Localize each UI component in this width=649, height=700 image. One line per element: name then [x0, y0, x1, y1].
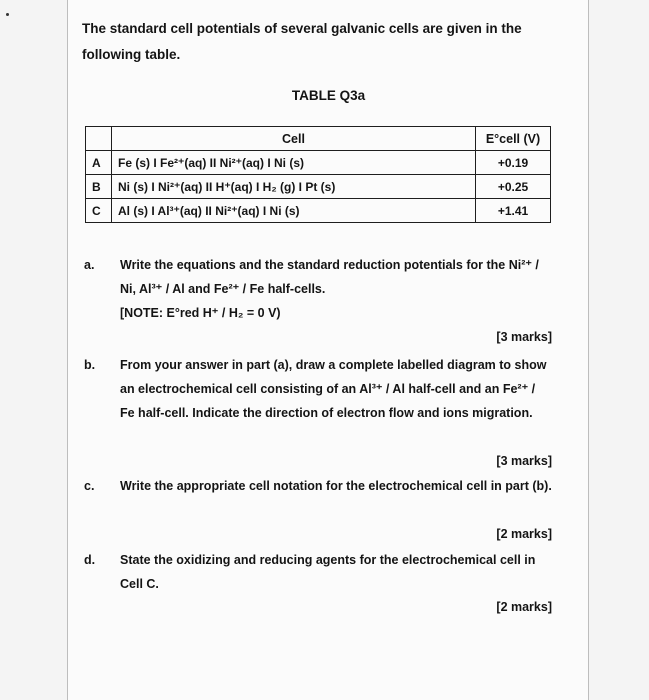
scan-speck	[6, 13, 9, 16]
question-b	[82, 353, 552, 425]
table-title: TABLE Q3a	[291, 88, 366, 103]
question-letter: a.	[84, 258, 95, 272]
row-label: A	[86, 151, 112, 175]
question-a	[82, 253, 552, 325]
question-d	[82, 548, 552, 596]
row-value: +0.25	[476, 175, 551, 199]
row-value: +0.19	[476, 151, 551, 175]
table-row	[86, 199, 551, 223]
row-cell: Ni (s) I Ni²⁺(aq) II H⁺(aq) I H₂ (g) I Pt (s)	[112, 175, 476, 199]
row-label: C	[86, 199, 112, 223]
question-note: [NOTE: E°red H⁺ / H₂ = 0 V)	[120, 306, 281, 320]
marks-d: [2 marks]	[496, 600, 552, 614]
question-letter: d.	[84, 553, 96, 567]
header-potential: E°cell (V)	[476, 127, 551, 151]
table-header-row	[86, 127, 551, 151]
table-row	[86, 151, 551, 175]
row-label: B	[86, 175, 112, 199]
marks-c: [2 marks]	[496, 527, 552, 541]
question-text: Write the appropriate cell notation for the electrochemical cell in part (b).	[120, 479, 552, 493]
row-cell: Fe (s) I Fe²⁺(aq) II Ni²⁺(aq) I Ni (s)	[112, 151, 476, 175]
row-value: +1.41	[476, 199, 551, 223]
question-text: State the oxidizing and reducing agents for the electrochemical cell in Cell C.	[120, 553, 536, 591]
question-letter: b.	[84, 358, 96, 372]
marks-a: [3 marks]	[496, 330, 552, 344]
header-label	[86, 127, 112, 151]
intro-text: The standard cell potentials of several galvanic cells are given in the following table.	[82, 21, 522, 62]
table-row	[86, 175, 551, 199]
row-cell: Al (s) I Al³⁺(aq) II Ni²⁺(aq) I Ni (s)	[112, 199, 476, 223]
question-c	[82, 474, 552, 498]
marks-b: [3 marks]	[496, 454, 552, 468]
question-text: From your answer in part (a), draw a complete labelled diagram to show an electrochemical cell consisting of an Al³⁺ / Al half-cell and an Fe²⁺ / Fe half-cell. Indicate the direction of electron flow and ions migration.	[120, 358, 547, 420]
question-letter: c.	[84, 479, 95, 493]
cell-potentials-table	[85, 126, 551, 223]
question-text: Write the equations and the standard reduction potentials for the Ni²⁺ / Ni, Al³⁺ / Al and Fe²⁺ / Fe half-cells.	[120, 258, 539, 296]
header-cell: Cell	[112, 127, 476, 151]
